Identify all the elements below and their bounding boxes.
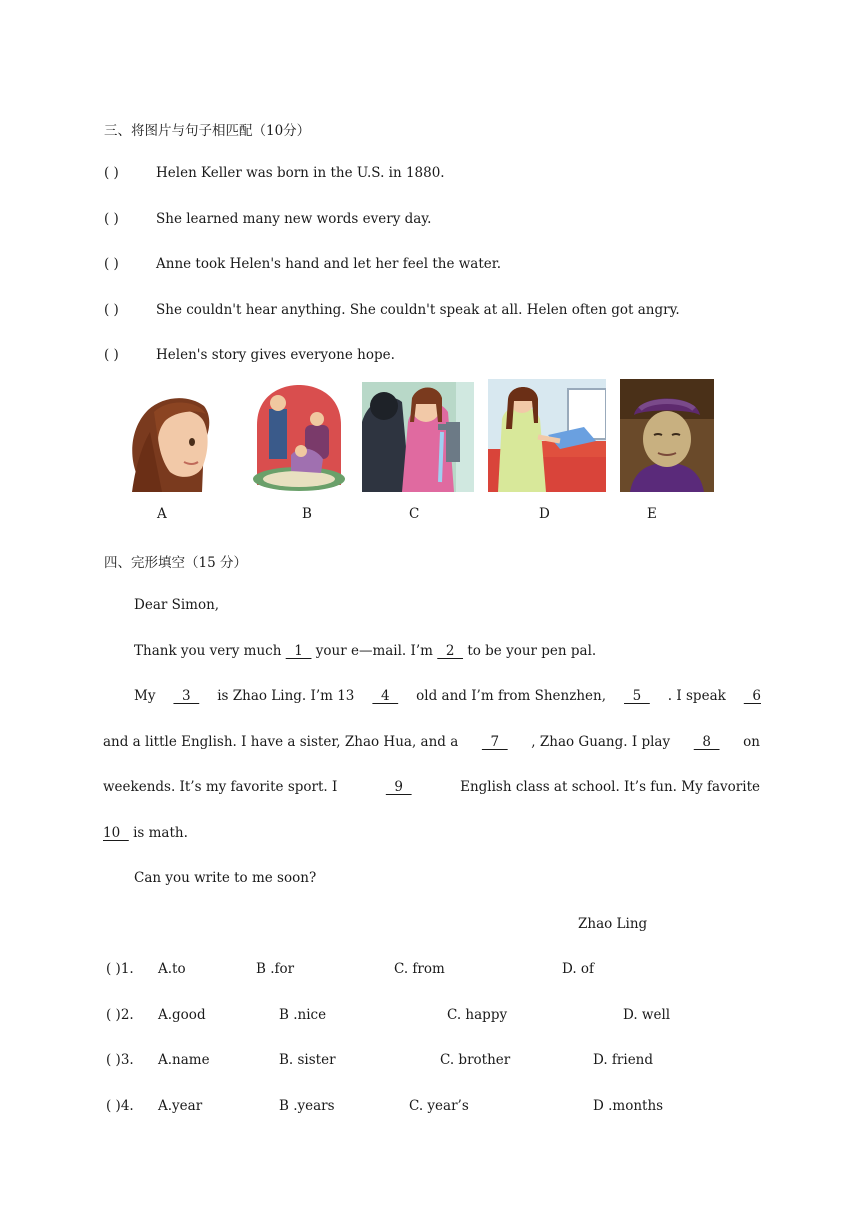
letter-signature: Zhao Ling <box>578 916 648 932</box>
question-2-option-b[interactable]: B .nice <box>279 1007 327 1023</box>
section-4-title: 四、完形填空（15 分） <box>104 555 247 571</box>
question-1-option-c[interactable]: C. from <box>394 961 445 977</box>
picture-label-c: C <box>409 506 420 522</box>
picture-label-d: D <box>539 506 550 522</box>
blank-6[interactable]: 6 <box>743 688 761 704</box>
letter-paragraph-1: Thank you very much 1 your e—mail. I’m 2 to be your pen pal. <box>134 643 597 659</box>
letter-paragraph-4: weekends. It’s my favorite sport. I 9 English class at school. It’s fun. My favorite <box>103 779 760 795</box>
question-1-option-a[interactable]: A.to <box>158 961 186 977</box>
letter-paragraph-5: 10 is math. <box>103 825 188 841</box>
picture-label-e: E <box>647 506 657 522</box>
blank-5[interactable]: 5 <box>624 688 650 704</box>
question-4-number[interactable]: ( )4. <box>106 1098 134 1114</box>
sentence-text: Helen's story gives everyone hope. <box>156 347 395 363</box>
question-3-option-d[interactable]: D. friend <box>593 1052 654 1068</box>
question-1-option-d[interactable]: D. of <box>562 961 595 977</box>
question-4-option-c[interactable]: C. year’s <box>409 1098 469 1114</box>
letter-paragraph-2: My 3 is Zhao Ling. I’m 13 4 old and I’m from Shenzhen, 5 . I speak 6 <box>134 688 761 704</box>
picture-b-family-scene <box>251 385 347 493</box>
sentence-text: Helen Keller was born in the U.S. in 1880. <box>156 165 445 181</box>
question-3-option-c[interactable]: C. brother <box>440 1052 511 1068</box>
question-2-option-a[interactable]: A.good <box>158 1007 206 1023</box>
picture-c-water-pump <box>362 382 474 492</box>
question-2-option-c[interactable]: C. happy <box>447 1007 508 1023</box>
sentence-text: She learned many new words every day. <box>156 211 432 227</box>
question-2-option-d[interactable]: D. well <box>623 1007 671 1023</box>
answer-paren[interactable]: ( ) <box>104 347 119 363</box>
letter-paragraph-3: and a little English. I have a sister, Zhao Hua, and a 7 , Zhao Guang. I play 8 on <box>103 734 760 750</box>
answer-paren[interactable]: ( ) <box>104 256 119 272</box>
match-sentence-4 <box>104 302 680 318</box>
question-1-option-b[interactable]: B .for <box>256 961 295 977</box>
blank-7[interactable]: 7 <box>481 734 508 750</box>
question-4-option-a[interactable]: A.year <box>158 1098 203 1114</box>
question-2-number[interactable]: ( )2. <box>106 1007 134 1023</box>
question-3-option-b[interactable]: B. sister <box>279 1052 336 1068</box>
answer-paren[interactable]: ( ) <box>104 302 119 318</box>
blank-10[interactable]: 10 <box>103 825 129 841</box>
match-sentence-2 <box>104 211 431 227</box>
letter-closing: Can you write to me soon? <box>134 870 317 886</box>
question-4-option-b[interactable]: B .years <box>279 1098 335 1114</box>
letter-greeting: Dear Simon, <box>134 597 220 613</box>
question-3-option-a[interactable]: A.name <box>158 1052 210 1068</box>
picture-label-b: B <box>302 506 312 522</box>
blank-4[interactable]: 4 <box>372 688 399 704</box>
question-4-option-d[interactable]: D .months <box>593 1098 664 1114</box>
match-sentence-3 <box>104 256 501 272</box>
section-3-title: 三、将图片与句子相匹配（10分） <box>104 123 311 139</box>
sentence-text: She couldn't hear anything. She couldn't speak at all. Helen often got angry. <box>156 302 680 318</box>
match-sentence-5 <box>104 347 395 363</box>
blank-8[interactable]: 8 <box>693 734 720 750</box>
picture-a-girl-profile <box>118 392 214 492</box>
blank-9[interactable]: 9 <box>385 779 412 795</box>
sentence-text: Anne took Helen's hand and let her feel the water. <box>156 256 502 272</box>
blank-1[interactable]: 1 <box>285 643 312 659</box>
match-sentence-1 <box>104 165 445 181</box>
answer-paren[interactable]: ( ) <box>104 165 119 181</box>
picture-label-a: A <box>157 506 167 522</box>
question-1-number[interactable]: ( )1. <box>106 961 134 977</box>
picture-e-old-woman <box>620 379 714 492</box>
blank-2[interactable]: 2 <box>437 643 464 659</box>
blank-3[interactable]: 3 <box>173 688 200 704</box>
picture-d-girl-reading <box>488 379 606 492</box>
answer-paren[interactable]: ( ) <box>104 211 119 227</box>
question-3-number[interactable]: ( )3. <box>106 1052 134 1068</box>
